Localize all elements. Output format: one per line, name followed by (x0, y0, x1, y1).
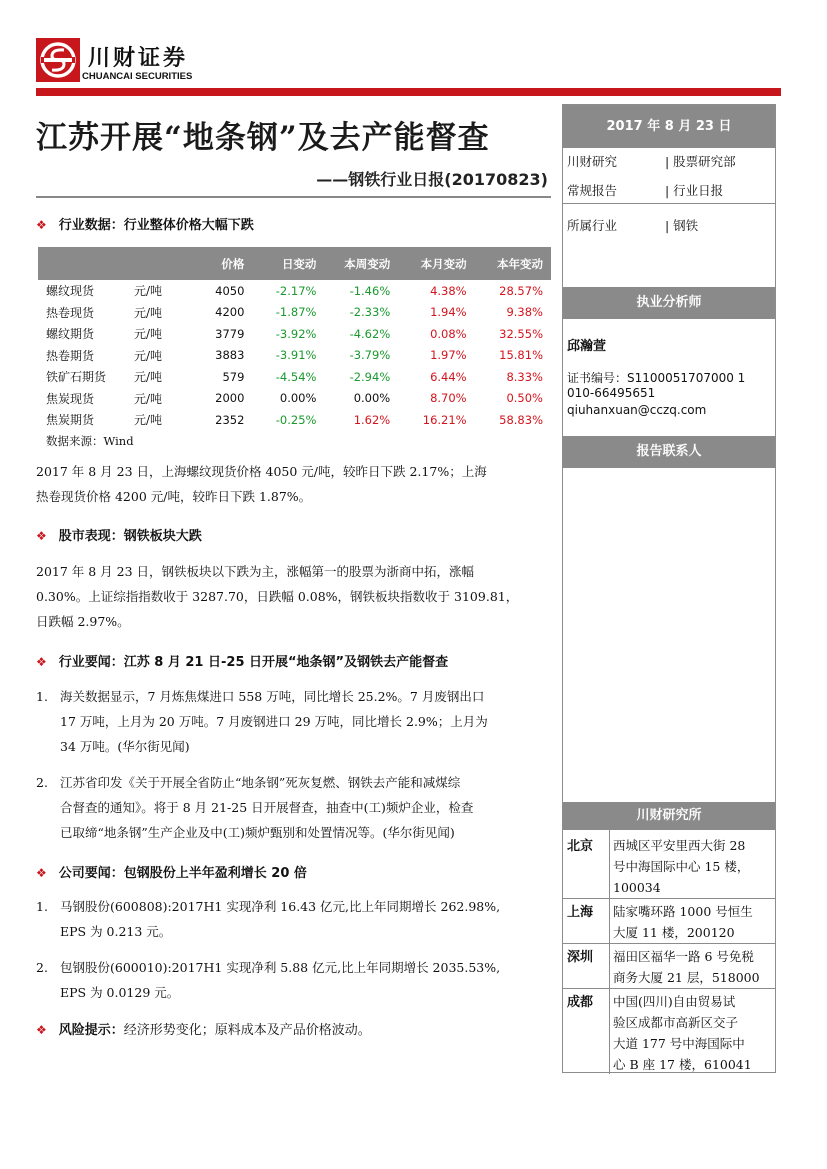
value-cell: 4.38% (430, 283, 467, 298)
value-cell: 3779 (215, 326, 245, 341)
diamond-bullet-icon: ❖ (36, 866, 47, 880)
section-heading-industry-data: ❖ 行业数据：行业整体价格大幅下跌 (36, 218, 254, 233)
info-row (567, 152, 736, 170)
risk-text: 经济形势变化；原料成本及产品价格波动。 (123, 1023, 371, 1038)
unit-cell: 元/吨 (134, 348, 163, 363)
sidebar (562, 104, 776, 1073)
value-cell: 16.21% (422, 412, 467, 427)
company-item (36, 955, 551, 1005)
value-cell: 4200 (215, 305, 245, 320)
office-address-line: 商务大厦 21 层，518000 (613, 970, 760, 985)
list-number: 1. (36, 689, 48, 704)
diamond-bullet-icon: ❖ (36, 1023, 47, 1037)
table-row (38, 366, 551, 388)
info-key: 所属行业 (567, 218, 618, 233)
header-bar (36, 88, 781, 96)
value-cell: 9.38% (506, 305, 543, 320)
title-divider (36, 196, 551, 198)
news-item (36, 684, 551, 759)
price-table (38, 247, 551, 431)
value-cell: 0.00% (279, 391, 317, 406)
value-cell: -3.79% (349, 348, 391, 363)
text-line: 34 万吨。(华尔街见闻) (60, 739, 190, 754)
office-city: 北京 (567, 839, 594, 854)
office-address-line: 号中海国际中心 15 楼， (613, 859, 750, 874)
info-value: | 股票研究部 (665, 154, 736, 169)
table-row (38, 302, 551, 324)
table-row (38, 345, 551, 367)
value-cell: 58.83% (499, 412, 543, 427)
value-cell: 1.97% (430, 348, 467, 363)
diamond-bullet-icon: ❖ (36, 529, 47, 543)
office-address-line: 大厦 11 楼，200120 (613, 925, 735, 940)
value-cell: 1.62% (353, 412, 391, 427)
analyst-cert: 证书编号：S1100051707000 1 (567, 371, 746, 385)
section-heading-company-news: ❖ 公司要闻：包钢股份上半年盈利增长 20 倍 (36, 866, 307, 881)
unit-cell: 元/吨 (134, 391, 163, 406)
diamond-bullet-icon: ❖ (36, 655, 47, 669)
product-name-cell: 螺纹现货 (46, 284, 95, 299)
office-city: 上海 (567, 905, 594, 920)
unit-cell: 元/吨 (134, 370, 163, 385)
unit-cell: 元/吨 (134, 284, 163, 299)
value-cell: -3.92% (275, 326, 317, 341)
divider (563, 988, 775, 989)
section-heading-risk: ❖ 风险提示：经济形势变化；原料成本及产品价格波动。 (36, 1023, 371, 1038)
report-date: 2017 年 8 月 23 日 (563, 105, 775, 148)
table-row (38, 280, 551, 302)
product-name-cell: 铁矿石期货 (46, 370, 107, 385)
paragraph-stock-market (36, 559, 551, 634)
value-cell: -3.91% (275, 348, 317, 363)
text-line: 0.30%。上证综指指数收于 3287.70，日跌幅 0.08%，钢铁板块指数收于 3109.81， (36, 589, 519, 604)
value-cell: 1.94% (430, 305, 467, 320)
company-logo (36, 38, 80, 82)
office-city: 成都 (567, 995, 594, 1010)
table-header-row (38, 247, 551, 280)
text-line: 包钢股份(600010):2017H1 实现净利 5.88 亿元,比上年同期增长 2035.53%, (60, 960, 501, 975)
brand-name-en: CHUANCAI SECURITIES (82, 71, 193, 82)
text-line: 2017 年 8 月 23 日，钢铁板块以下跌为主，涨幅第一的股票为浙商中拓，涨幅 (36, 564, 475, 579)
contact-heading: 报告联系人 (563, 436, 775, 468)
info-key: 常规报告 (567, 183, 618, 198)
table-header-cell (38, 247, 130, 280)
analyst-name: 邱瀚萱 (567, 339, 607, 354)
value-cell: -0.25% (275, 412, 317, 427)
value-cell: 32.55% (499, 326, 543, 341)
table-header-cell (130, 247, 196, 280)
paragraph-price-summary (36, 459, 551, 509)
report-title: 江苏开展“地条钢”及去产能督查 (36, 120, 490, 156)
info-row (567, 181, 724, 199)
text-line: 合督查的通知》。将于 8 月 21-25 日开展督查，抽查中(工)频炉企业，检查 (60, 800, 474, 815)
value-cell: 0.50% (506, 391, 543, 406)
value-cell: 28.57% (499, 283, 543, 298)
news-item (36, 770, 551, 845)
column-divider (609, 830, 610, 1074)
list-number: 1. (36, 899, 48, 914)
value-cell: 8.33% (506, 369, 543, 384)
office-address-line: 陆家嘴环路 1000 号恒生 (613, 904, 753, 919)
analyst-phone: 010-66495651 (567, 386, 656, 400)
table-header-cell: 本周变动 (324, 247, 398, 280)
value-cell: -1.87% (275, 305, 317, 320)
product-name-cell: 热卷期货 (46, 348, 95, 363)
divider (563, 943, 775, 944)
value-cell: 15.81% (499, 348, 543, 363)
table-header-cell: 价格 (196, 247, 252, 280)
institute-heading: 川财研究所 (563, 802, 775, 830)
logo-mark-icon (36, 38, 80, 82)
list-number: 2. (36, 960, 48, 975)
office-address-line: 福田区福华一路 6 号免税 (613, 949, 754, 964)
text-line: 马钢股份(600808):2017H1 实现净利 16.43 亿元,比上年同期增长 262.98%, (60, 899, 501, 914)
brand-name-cn: 川财证券 (88, 46, 189, 71)
text-line: 日跌幅 2.97%。 (36, 614, 130, 629)
info-value: | 钢铁 (665, 218, 699, 233)
diamond-bullet-icon: ❖ (36, 218, 47, 232)
analyst-email[interactable]: qiuhanxuan@cczq.com (567, 403, 707, 417)
value-cell: -2.33% (349, 305, 391, 320)
office-address-line: 中国(四川)自由贸易试 (613, 994, 736, 1009)
company-item (36, 894, 551, 944)
text-line: 17 万吨，上月为 20 万吨。7 月废钢进口 29 万吨，同比增长 2.9%；上月为 (60, 714, 488, 729)
info-key: 川财研究 (567, 154, 618, 169)
office-city: 深圳 (567, 950, 594, 965)
unit-cell: 元/吨 (134, 305, 163, 320)
unit-cell: 元/吨 (134, 327, 163, 342)
table-header-cell: 本月变动 (398, 247, 474, 280)
product-name-cell: 热卷现货 (46, 305, 95, 320)
text-line: 热卷现货价格 4200 元/吨，较昨日下跌 1.87%。 (36, 489, 312, 504)
analyst-heading: 执业分析师 (563, 287, 775, 319)
office-address-line: 100034 (613, 880, 661, 895)
data-source: 数据来源：Wind (46, 434, 134, 448)
office-address-line: 大道 177 号中海国际中 (613, 1036, 745, 1051)
value-cell: -4.62% (349, 326, 391, 341)
text-line: 海关数据显示，7 月炼焦煤进口 558 万吨，同比增长 25.2%。7 月废钢出口 (60, 689, 485, 704)
text-line: 已取缔“地条钢”生产企业及中(工)频炉甄别和处置情况等。(华尔街见闻) (60, 825, 455, 840)
office-address-line: 西城区平安里西大街 28 (613, 838, 746, 853)
table-row (38, 323, 551, 345)
section-heading-stock-market: ❖ 股市表现：钢铁板块大跌 (36, 529, 202, 544)
value-cell: 0.08% (430, 326, 467, 341)
info-row (567, 216, 699, 234)
value-cell: 579 (222, 369, 245, 384)
table-header-cell: 本年变动 (475, 247, 551, 280)
value-cell: 2352 (215, 412, 245, 427)
office-address-line: 心 B 座 17 楼，610041 (613, 1057, 752, 1072)
report-subtitle: ——钢铁行业日报(20170823) (316, 170, 548, 189)
value-cell: -1.46% (349, 283, 391, 298)
unit-cell: 元/吨 (134, 413, 163, 428)
value-cell: 2000 (215, 391, 245, 406)
text-line: 江苏省印发《关于开展全省防止“地条钢”死灰复燃、钢铁去产能和减煤综 (60, 775, 461, 790)
value-cell: -2.17% (275, 283, 317, 298)
info-value: | 行业日报 (665, 183, 724, 198)
value-cell: 4050 (215, 283, 245, 298)
value-cell: 3883 (215, 348, 245, 363)
product-name-cell: 螺纹期货 (46, 327, 95, 342)
office-address-line: 验区成都市高新区交子 (613, 1015, 739, 1030)
value-cell: -2.94% (349, 369, 391, 384)
value-cell: 8.70% (430, 391, 467, 406)
value-cell: 6.44% (430, 369, 467, 384)
table-row (38, 388, 551, 410)
value-cell: 0.00% (353, 391, 391, 406)
divider (563, 203, 775, 204)
list-number: 2. (36, 775, 48, 790)
product-name-cell: 焦炭现货 (46, 391, 95, 406)
text-line: 2017 年 8 月 23 日，上海螺纹现货价格 4050 元/吨，较昨日下跌 2.17%；上海 (36, 464, 487, 479)
table-row (38, 409, 551, 431)
divider (563, 898, 775, 899)
table-header-cell: 日变动 (252, 247, 324, 280)
section-heading-industry-news: ❖ 行业要闻：江苏 8 月 21 日-25 日开展“地条钢”及钢铁去产能督查 (36, 655, 449, 670)
text-line: EPS 为 0.0129 元。 (60, 985, 180, 1000)
value-cell: -4.54% (275, 369, 317, 384)
product-name-cell: 焦炭期货 (46, 413, 95, 428)
text-line: EPS 为 0.213 元。 (60, 924, 172, 939)
